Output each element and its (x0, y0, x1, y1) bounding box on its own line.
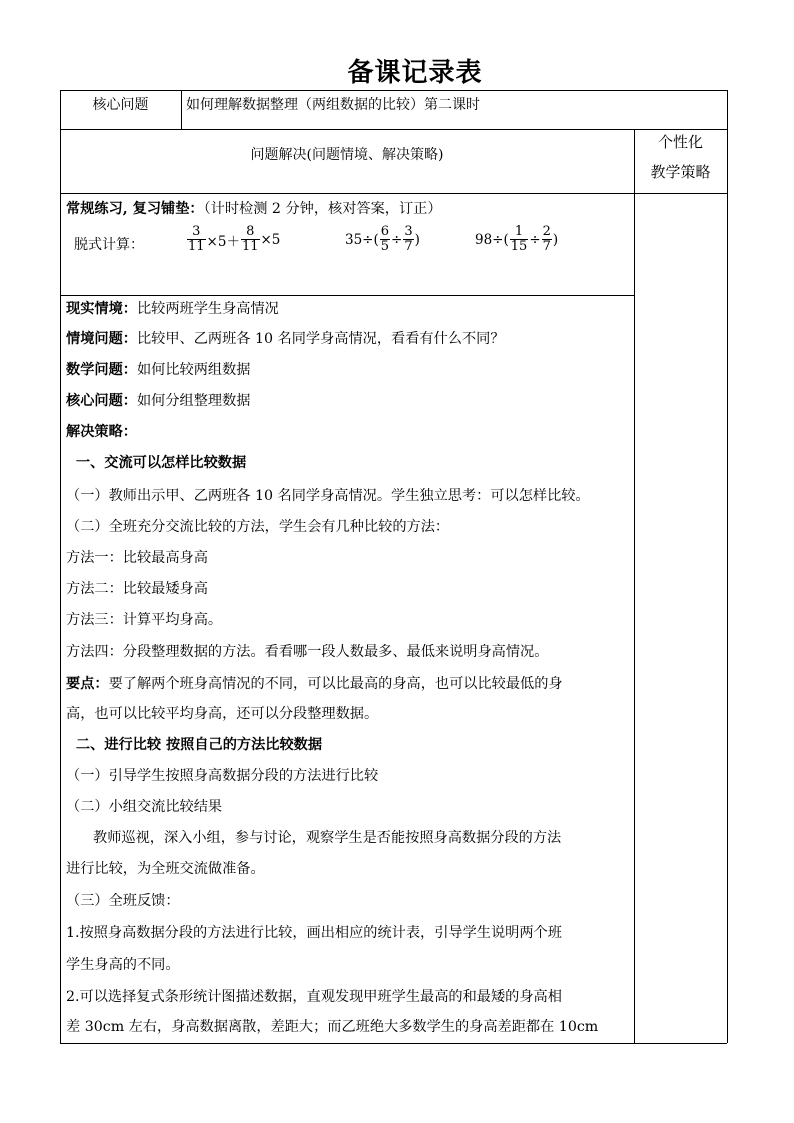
content-line (66, 892, 180, 910)
table-border-top (60, 90, 727, 91)
content-line-text: 教师巡视，深入小组，参与讨论，观察学生是否能按照身高数据分段的方法 (66, 830, 562, 846)
content-line-text: 进行比较，为全班交流做准备。 (66, 861, 265, 877)
content-line-label: 要点： (66, 676, 109, 692)
content-line-label: 现实情境： (66, 301, 137, 317)
content-line (66, 518, 449, 536)
table-border-bottom (60, 1043, 727, 1044)
content-line-label: 二、进行比较 按照自己的方法比较数据 (66, 737, 323, 753)
content-line (66, 300, 279, 318)
expression-2: 35÷( $\frac{6}{5}$ ÷ $\frac{3}{7}$ ) (345, 224, 420, 254)
content-line-label: 一、交流可以怎样比较数据 (66, 455, 247, 471)
content-line-text: 方法二：比较最矮身高 (66, 581, 208, 597)
table-row-divider (60, 129, 727, 130)
content-line-label: 解决策略： (66, 424, 137, 440)
core-question-label: 核心问题 (92, 97, 149, 113)
content-line (66, 361, 250, 379)
content-line-text: 如何比较两组数据 (136, 362, 251, 378)
expression-3: 98÷( $\frac{1}{15}$ ÷ $\frac{2}{7}$ ) (475, 224, 559, 254)
content-line-text: 差 30cm 左右，身高数据离散，差距大；而乙班绝大多数学生的身高差距都在 10cm (66, 1019, 599, 1035)
table-col-divider (634, 129, 635, 1043)
content-line-text: （一）引导学生按照身高数据分段的方法进行比较 (66, 768, 379, 784)
content-line (66, 423, 137, 441)
content-line-text: 学生身高的不同。 (66, 957, 180, 973)
content-line (66, 643, 548, 661)
content-line (66, 798, 222, 816)
content-line (66, 549, 208, 567)
expression-1: $\frac{3}{11}$ ×5＋ $\frac{8}{11}$ ×5 (188, 224, 281, 254)
content-line-text: （三）全班反馈： (66, 893, 180, 909)
content-line (66, 611, 222, 629)
core-question-value: 如何理解数据整理（两组数据的比较）第二课时 (186, 97, 480, 113)
table-border-right (727, 90, 728, 1043)
side-column-header-line1: 个性化 (657, 133, 703, 151)
content-line-text: 比较两班学生身高情况 (136, 301, 279, 317)
content-line (66, 767, 378, 785)
page-title: 备课记录表 (347, 58, 483, 88)
content-line (66, 829, 561, 847)
content-line-text: 高，也可以比较平均身高，还可以分段整理数据。 (66, 706, 379, 722)
content-line (66, 736, 322, 754)
practice-label: 脱式计算： (74, 237, 144, 253)
content-line (66, 330, 505, 348)
content-line (66, 487, 590, 505)
content-line-text: 如何分组整理数据 (136, 393, 251, 409)
content-line (66, 1018, 598, 1036)
content-line (66, 454, 246, 472)
main-column-header: 问题解决(问题情境、解决策略) (250, 147, 444, 163)
content-line (66, 705, 378, 723)
content-line-text: （一）教师出示甲、乙两班各 10 名同学身高情况。学生独立思考：可以怎样比较。 (66, 488, 590, 504)
content-line-label: 数学问题： (66, 362, 137, 378)
content-line (66, 860, 265, 878)
content-line (66, 675, 563, 693)
content-line (66, 580, 208, 598)
content-line-text: 方法三：计算平均身高。 (66, 612, 223, 628)
content-line-text: 1.按照身高数据分段的方法进行比较，画出相应的统计表，引导学生说明两个班 (66, 925, 562, 941)
content-line-text: 方法一：比较最高身高 (66, 550, 208, 566)
content-line (66, 924, 562, 942)
table-border-left (60, 90, 61, 1043)
table-row-divider (60, 193, 727, 194)
content-line-text: 要了解两个班身高情况的不同，可以比最高的身高，也可以比较最低的身 (108, 676, 563, 692)
content-line-text: （二）全班充分交流比较的方法，学生会有几种比较的方法： (66, 519, 450, 535)
side-column-header-line2: 教学策略 (650, 163, 711, 181)
table-row-divider (60, 295, 634, 296)
content-line-label: 情境问题： (66, 331, 137, 347)
content-line (66, 392, 250, 410)
content-line (66, 956, 180, 974)
content-line (66, 988, 562, 1006)
content-line-text: 2.可以选择复式条形统计图描述数据，直观发现甲班学生最高的和最矮的身高相 (66, 989, 562, 1005)
practice-heading: 常规练习, 复习铺垫：（计时检测 2 分钟，核对答案，订正） (66, 201, 442, 217)
content-line-text: 比较甲、乙两班各 10 名同学身高情况，看看有什么不同？ (136, 331, 505, 347)
content-line-label: 核心问题： (66, 393, 137, 409)
content-line-text: （二）小组交流比较结果 (66, 799, 223, 815)
table-col-divider (181, 90, 182, 129)
content-line-text: 方法四：分段整理数据的方法。看看哪一段人数最多、最低来说明身高情况。 (66, 644, 549, 660)
